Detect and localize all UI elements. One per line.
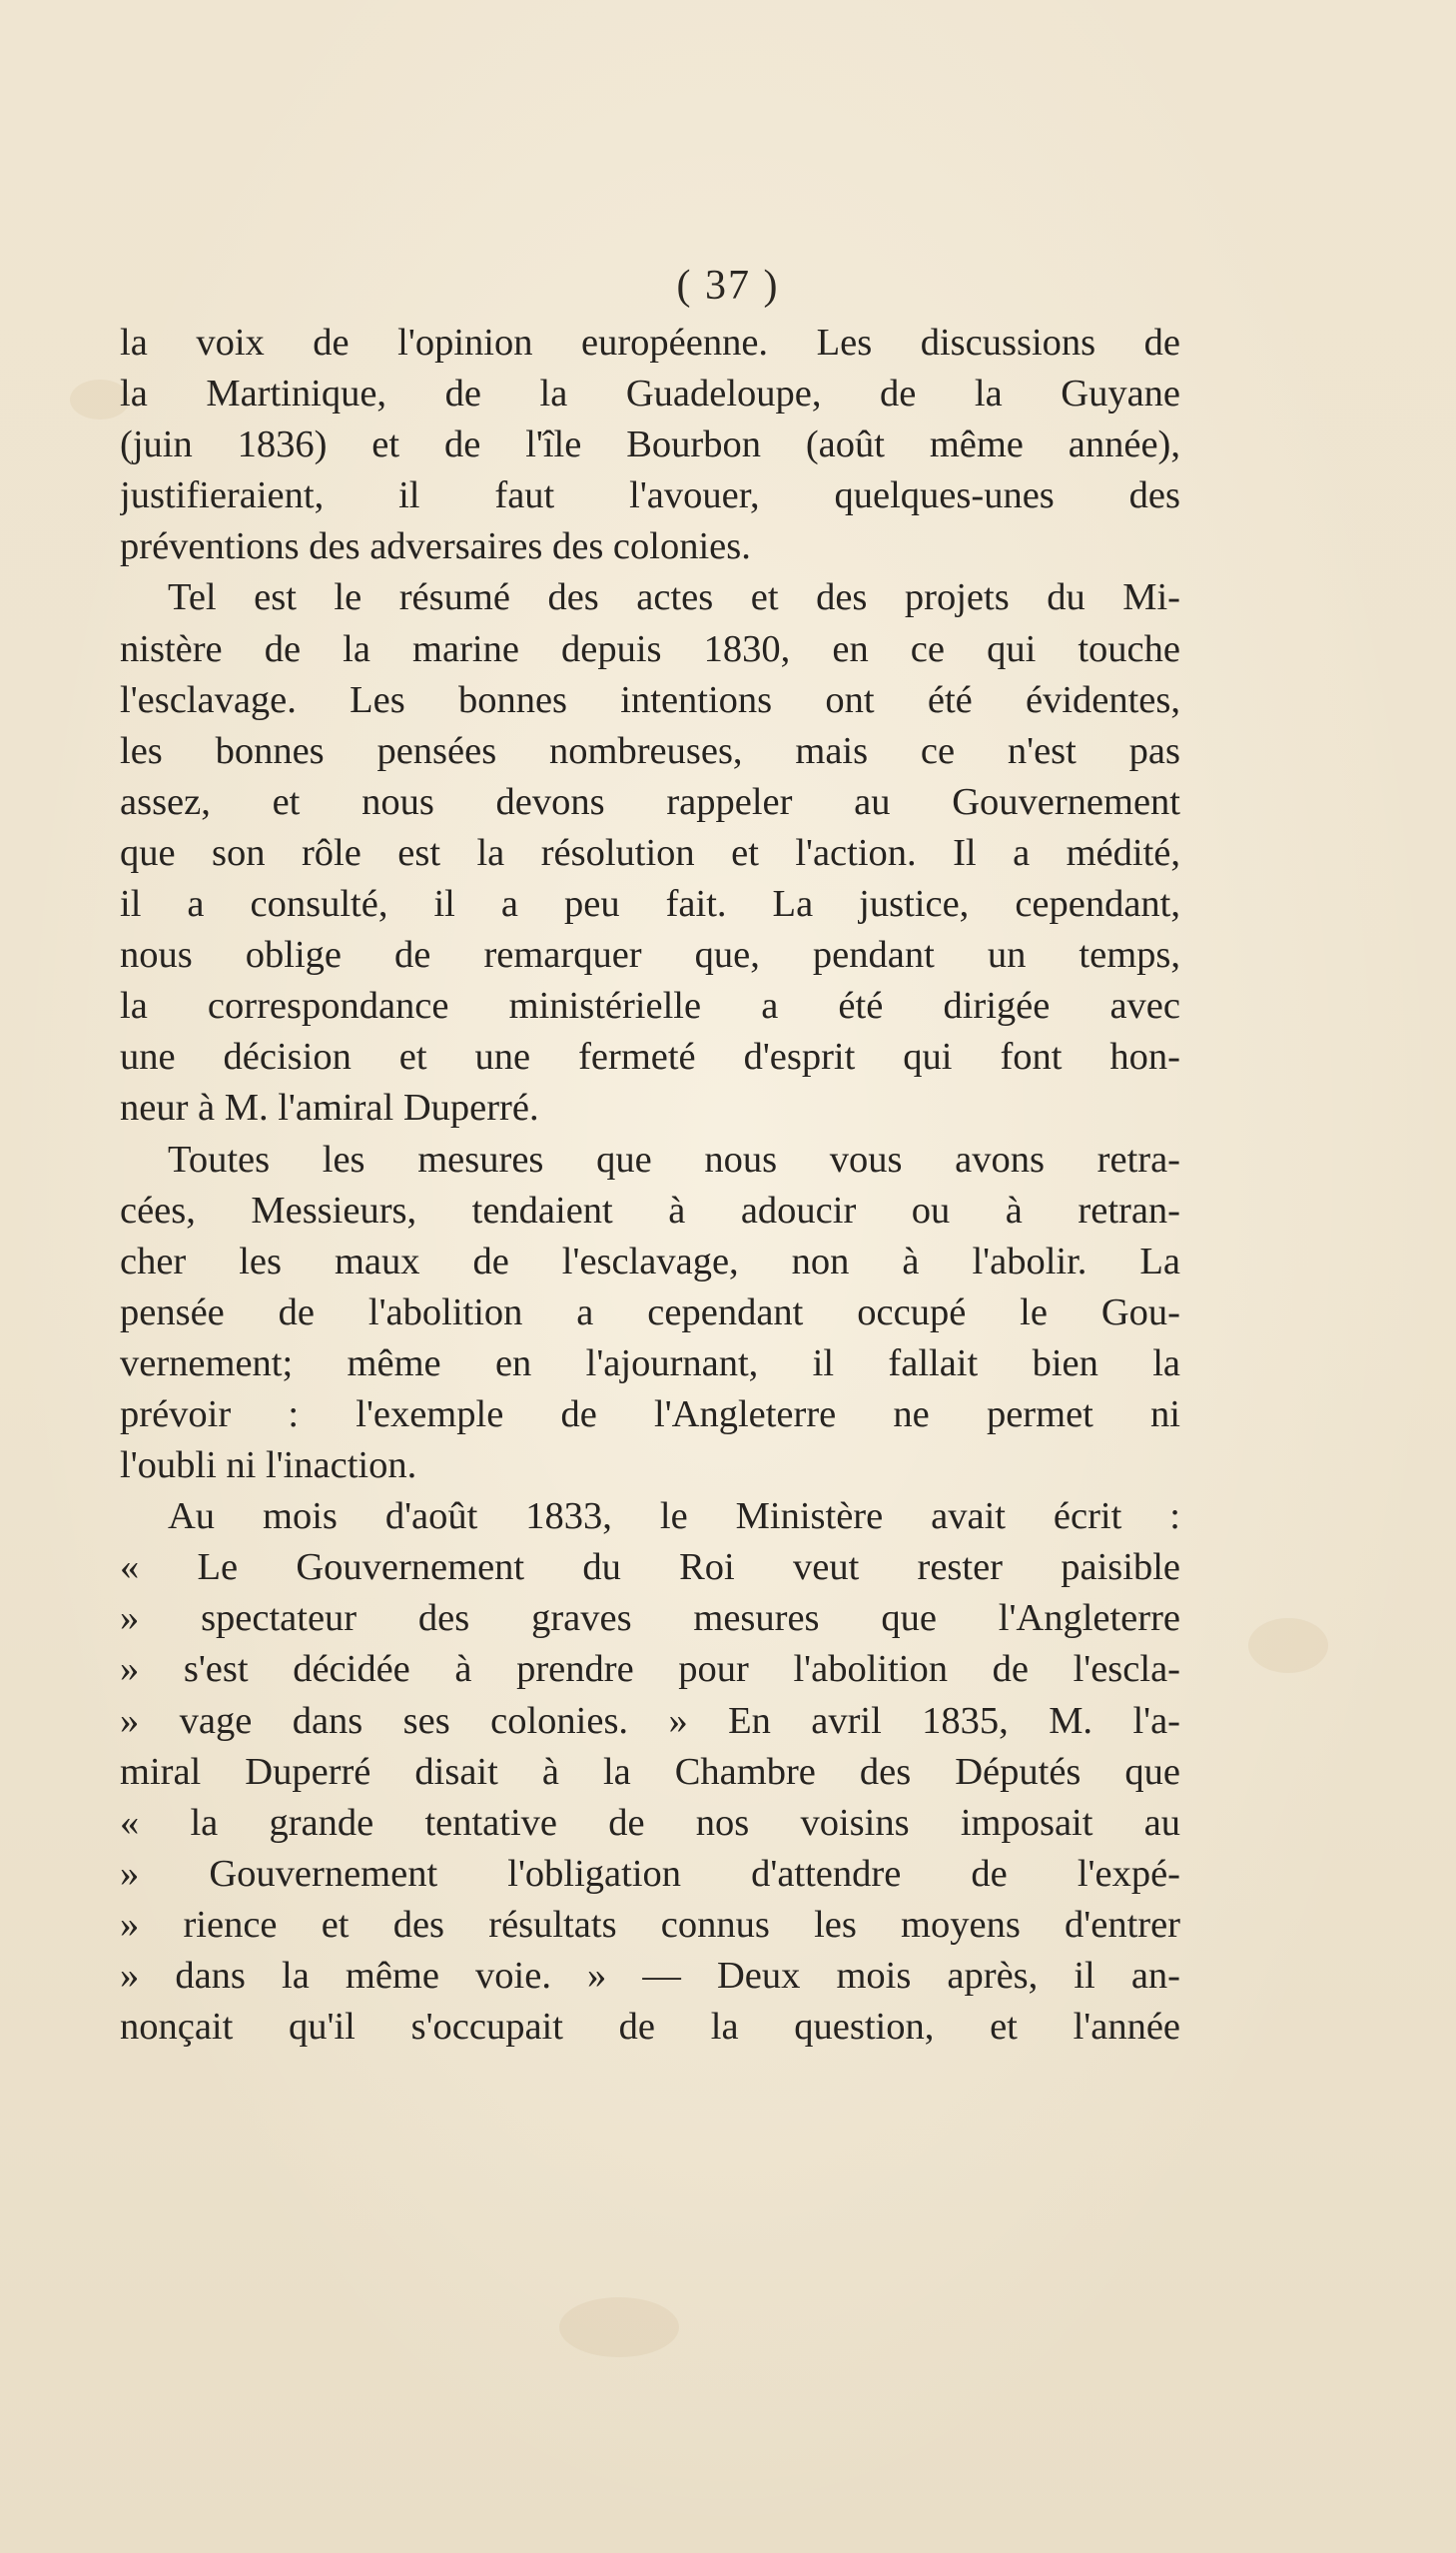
text-line: la Martinique, de la Guadeloupe, de la Guyane <box>120 373 1180 416</box>
text-line: que son rôle est la résolution et l'action. Il a médité, <box>120 831 1180 874</box>
text-line: » spectateur des graves mesures que l'Angleterre <box>120 1597 1180 1640</box>
text-line: prévoir : l'exemple de l'Angleterre ne permet ni <box>120 1392 1180 1435</box>
paper-stain <box>559 2297 679 2357</box>
text-line: cher les maux de l'esclavage, non à l'abolir. La <box>120 1240 1180 1282</box>
text-line: nous oblige de remarquer que, pendant un temps, <box>120 934 1180 977</box>
text-line: » Gouvernement l'obligation d'attendre de l'expé- <box>120 1852 1180 1895</box>
text-line: (juin 1836) et de l'île Bourbon (août même année), <box>120 424 1180 466</box>
paper-stain <box>1248 1618 1328 1673</box>
text-line: Toutes les mesures que nous vous avons retra- <box>168 1138 1180 1181</box>
text-line: la voix de l'opinion européenne. Les discussions de <box>120 322 1180 364</box>
text-line: pensée de l'abolition a cependant occupé le Gou- <box>120 1290 1180 1333</box>
text-line: Tel est le résumé des actes et des projets du Mi- <box>168 576 1180 619</box>
text-line: » rience et des résultats connus les moyens d'entrer <box>120 1903 1180 1946</box>
text-line: nonçait qu'il s'occupait de la question, et l'année <box>120 2006 1180 2049</box>
text-line: » s'est décidée à prendre pour l'abolition de l'escla- <box>120 1648 1180 1691</box>
text-line: « Le Gouvernement du Roi veut rester paisible <box>120 1546 1180 1589</box>
text-line: une décision et une fermeté d'esprit qui font hon- <box>120 1036 1180 1079</box>
text-line: » vage dans ses colonies. » En avril 1835, M. l'a- <box>120 1699 1180 1742</box>
page-number: ( 37 ) <box>676 263 780 309</box>
text-line: vernement; même en l'ajournant, il fallait bien la <box>120 1341 1180 1384</box>
text-line: préventions des adversaires des colonies. <box>120 525 751 568</box>
text-line: neur à M. l'amiral Duperré. <box>120 1087 539 1130</box>
text-line: justifieraient, il faut l'avouer, quelques-unes des <box>120 474 1180 517</box>
body-text <box>120 318 1180 2053</box>
text-line: cées, Messieurs, tendaient à adoucir ou à retran- <box>120 1189 1180 1232</box>
text-line: « la grande tentative de nos voisins imposait au <box>120 1801 1180 1844</box>
text-line: la correspondance ministérielle a été dirigée avec <box>120 985 1180 1028</box>
text-line: l'oubli ni l'inaction. <box>120 1444 417 1487</box>
text-line: nistère de la marine depuis 1830, en ce qui touche <box>120 627 1180 670</box>
text-line: Au mois d'août 1833, le Ministère avait écrit : <box>168 1495 1180 1538</box>
text-line: miral Duperré disait à la Chambre des Députés que <box>120 1750 1180 1793</box>
text-line: » dans la même voie. » — Deux mois après, il an- <box>120 1955 1180 1997</box>
text-line: l'esclavage. Les bonnes intentions ont été évidentes, <box>120 678 1180 721</box>
text-line: il a consulté, il a peu fait. La justice, cependant, <box>120 883 1180 926</box>
text-line: assez, et nous devons rappeler au Gouvernement <box>120 780 1180 823</box>
text-line: les bonnes pensées nombreuses, mais ce n'est pas <box>120 729 1180 772</box>
